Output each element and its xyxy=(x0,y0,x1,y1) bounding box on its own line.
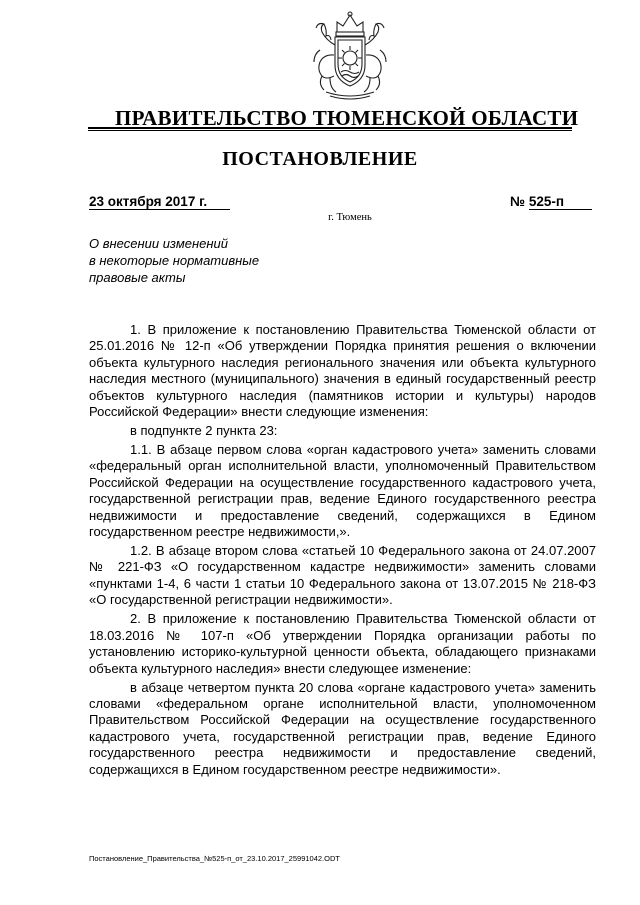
body-paragraph: в подпункте 2 пункта 23: xyxy=(130,423,278,439)
number-label: № xyxy=(510,194,526,209)
body-paragraph: в абзаце четвертом пункта 20 слова «органе кадастрового учета» заменить словами «федеральном органе исполнительной власти, уполномоченном Правительством Российской Федерации на осуществление государственного кадастрового учета, государственной регистрации прав, ведение Единого государственного реестра недвижимости и предоставление сведений, содержащихся в Едином государственном реестре недвижимости». xyxy=(89,679,596,777)
body-paragraph: 2. В приложение к постановлению Правительства Тюменской области от 18.03.2016 № 107-п «Об утверждении Порядка организации работы по установлению историко-культурной ценности объекта, обладающего признаками объекта культурного наследия» внести следующее изменение: xyxy=(89,611,596,676)
footer-filename: Постановление_Правительства_№525-п_от_23.10.2017_25991042.ODT xyxy=(89,854,340,863)
body-paragraph: 1. В приложение к постановлению Правительства Тюменской области от 25.01.2016 № 12-п «Об утверждении Порядка принятия решения о включении объекта культурного наследия регионального значения или объекта культурного наследия местного (муниципального) значения в единый государственный реестр объектов культурного наследия (памятников истории и культуры) народов Российской Федерации» внести следующие изменения: xyxy=(89,322,596,420)
body-paragraph: 1.2. В абзаце втором слова «статьей 10 Федерального закона от 24.07.2007 № 221-ФЗ «О государственном кадастре недвижимости» заменить словами «пунктами 1-4, 6 части 1 статьи 10 Федерального закона от 13.07.2015 № 218-ФЗ «О государственной регистрации недвижимости». xyxy=(89,543,596,608)
document-number xyxy=(510,194,596,210)
document-type: ПОСТАНОВЛЕНИЕ xyxy=(222,148,418,170)
subject-line: правовые акты xyxy=(89,270,186,285)
subject-line: О внесении изменений xyxy=(89,236,228,251)
body-paragraph: 1.1. В абзаце первом слова «орган кадастрового учета» заменить словами «федеральный орган исполнительной власти, уполномоченный Правительством Российской Федерации на осуществление государственного кадастрового учета, государственной регистрации прав, ведение Единого государственного реестра недвижимости и предоставление сведений, содержащихся в Едином государственном реестре недвижимости,». xyxy=(89,442,596,540)
document-subject xyxy=(89,235,309,286)
government-title: ПРАВИТЕЛЬСТВО ТЮМЕНСКОЙ ОБЛАСТИ xyxy=(115,106,579,130)
document-date: 23 октября 2017 г. xyxy=(89,194,230,210)
coat-of-arms-icon xyxy=(300,10,400,102)
city-name: г. Тюмень xyxy=(328,212,372,223)
number-value: 525-п xyxy=(529,194,592,210)
subject-line: в некоторые нормативные xyxy=(89,253,260,268)
document-body xyxy=(89,322,596,781)
